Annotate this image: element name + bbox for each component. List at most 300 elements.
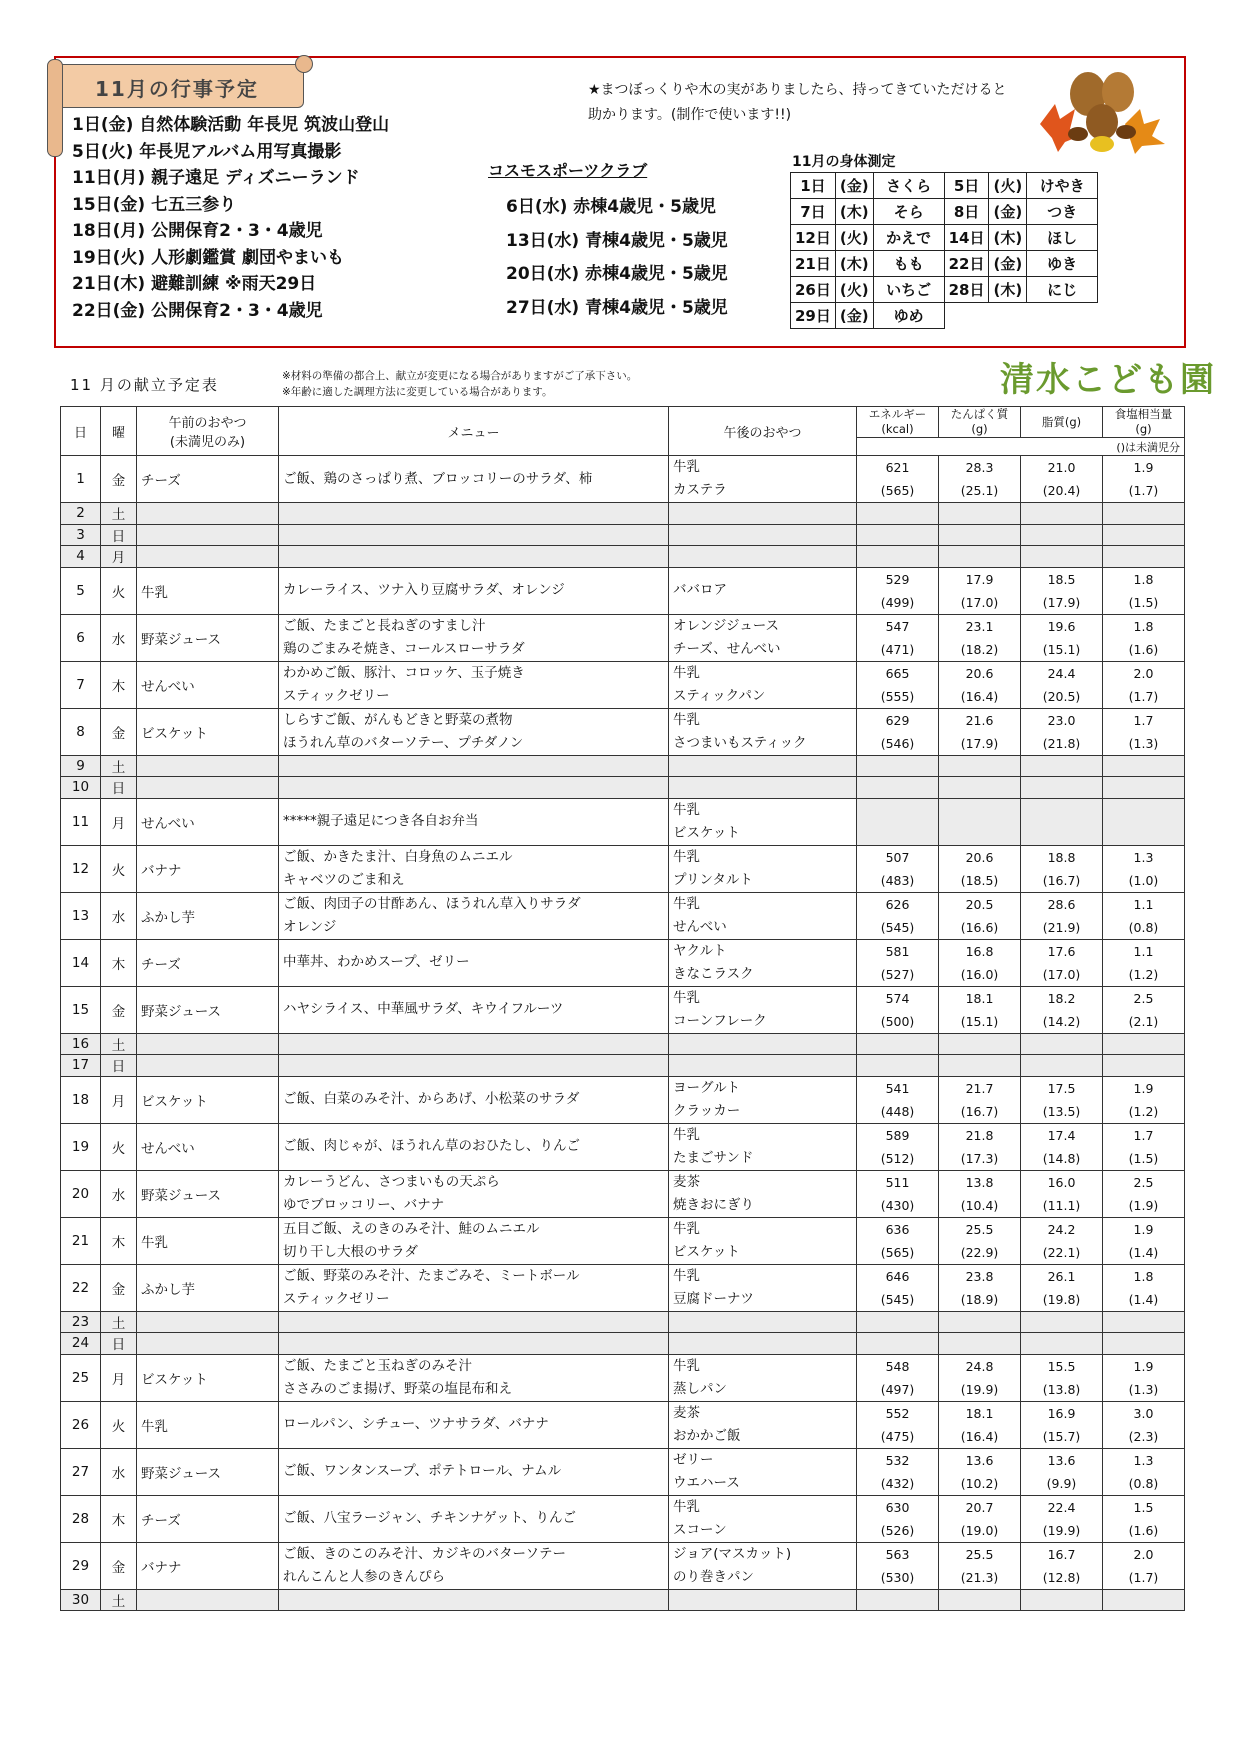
menu-row — [61, 1589, 1185, 1611]
energy-value: 507 — [885, 849, 910, 865]
protein-value: 21.8 — [965, 1127, 994, 1143]
measurement-title: 11月の身体測定 — [792, 154, 896, 170]
day-cell: 3 — [61, 524, 101, 546]
fat-cell — [1021, 798, 1103, 845]
pm-snack-line-2: スコーン — [673, 1521, 727, 1538]
empty-cell — [669, 524, 857, 546]
menu-cell — [279, 1264, 669, 1311]
energy-cell — [857, 661, 939, 708]
energy-value-child: (530) — [880, 1569, 915, 1585]
salt-value-child: (1.5) — [1128, 594, 1159, 610]
energy-value: 552 — [885, 1405, 910, 1421]
menu-row — [61, 1076, 1185, 1123]
empty-cell — [137, 503, 279, 525]
energy-value: 630 — [885, 1499, 910, 1515]
fat-value-child: (19.9) — [1042, 1522, 1081, 1538]
event-item — [72, 245, 389, 272]
day-cell: 17 — [61, 1055, 101, 1077]
empty-cell — [939, 777, 1021, 799]
salt-value: 1.1 — [1133, 943, 1154, 959]
menu-line-2: れんこんと人参のきんぴら — [283, 1568, 445, 1585]
pm-snack-cell — [669, 1076, 857, 1123]
header-salt-label: 食塩相当量 — [1114, 407, 1173, 421]
menu-line-2: スティックゼリー — [283, 1290, 390, 1307]
pm-snack-cell — [669, 1448, 857, 1495]
fat-value: 17.6 — [1047, 943, 1076, 959]
dow-cell: 月 — [101, 1076, 137, 1123]
day-cell: 11 — [61, 798, 101, 845]
empty-cell — [1021, 777, 1103, 799]
event-text: 七五三参り — [151, 194, 237, 215]
menu-cell — [279, 939, 669, 986]
dow-cell: 月 — [101, 1354, 137, 1401]
menu-cell — [279, 1448, 669, 1495]
am-snack-cell: 牛乳 — [137, 1401, 279, 1448]
day-cell: 14 — [61, 939, 101, 986]
measurement-cell: (金) — [835, 173, 873, 199]
fat-value-child: (22.1) — [1042, 1244, 1081, 1260]
menu-line-1: ご飯、たまごと長ねぎのすまし汁 — [283, 617, 486, 634]
empty-cell — [857, 1311, 939, 1333]
salt-value: 2.0 — [1133, 665, 1154, 681]
menu-cell — [279, 1123, 669, 1170]
pm-snack-line-1: 牛乳 — [673, 1220, 700, 1237]
empty-cell — [1103, 546, 1185, 568]
empty-cell — [1021, 1589, 1103, 1611]
dow-cell: 金 — [101, 986, 137, 1033]
energy-value: 665 — [885, 665, 910, 681]
menu-line-2: ゆでブロッコリー、バナナ — [283, 1196, 445, 1213]
pm-snack-line-2: のり巻きパン — [673, 1568, 754, 1585]
pm-snack-cell — [669, 986, 857, 1033]
empty-cell — [939, 503, 1021, 525]
energy-value: 548 — [885, 1358, 910, 1374]
empty-cell — [669, 1589, 857, 1611]
measurement-cell: 22日 — [944, 251, 989, 277]
measurement-cell: つき — [1027, 199, 1098, 225]
day-cell: 24 — [61, 1333, 101, 1355]
salt-value-child: (1.5) — [1128, 1150, 1159, 1166]
measurement-cell: 1日 — [791, 173, 836, 199]
dow-cell: 土 — [101, 1311, 137, 1333]
fat-cell — [1021, 1264, 1103, 1311]
fat-value: 24.2 — [1047, 1221, 1076, 1237]
empty-cell — [1021, 503, 1103, 525]
event-date: 15日(金) — [72, 194, 146, 215]
empty-cell — [669, 1333, 857, 1355]
empty-cell — [137, 777, 279, 799]
menu-row — [61, 567, 1185, 614]
event-text: 公開保育2・3・4歳児 — [151, 221, 323, 241]
salt-cell — [1103, 892, 1185, 939]
fat-value-child: (20.4) — [1042, 483, 1081, 498]
measurement-cell: (金) — [835, 303, 873, 329]
menu-cell — [279, 567, 669, 614]
fat-value-child: (20.5) — [1042, 688, 1081, 704]
header-protein-label: たんぱく質 — [950, 407, 1009, 421]
empty-cell — [279, 1589, 669, 1611]
measurement-cell: (木) — [989, 277, 1027, 303]
salt-value-child: (0.8) — [1128, 1475, 1159, 1491]
empty-cell — [1021, 524, 1103, 546]
empty-cell — [669, 777, 857, 799]
protein-value-child: (15.1) — [960, 1013, 999, 1029]
header-day: 日 — [61, 407, 101, 456]
pm-snack-line-1: 牛乳 — [673, 989, 700, 1006]
am-snack-cell: バナナ — [137, 1542, 279, 1589]
empty-cell — [669, 1033, 857, 1055]
fat-cell — [1021, 1217, 1103, 1264]
menu-row — [61, 939, 1185, 986]
empty-cell — [1021, 1033, 1103, 1055]
empty-cell — [279, 1055, 669, 1077]
event-text: 自然体験活動 年長児 筑波山登山 — [139, 115, 390, 135]
empty-cell — [279, 524, 669, 546]
salt-cell — [1103, 939, 1185, 986]
empty-cell — [137, 524, 279, 546]
pm-snack-line-2: さつまいもスティック — [673, 734, 807, 751]
pm-snack-line-2: カステラ — [673, 482, 727, 498]
menu-line-1: *****親子遠足につき各自お弁当 — [283, 813, 479, 829]
fat-value-child: (21.9) — [1042, 919, 1081, 935]
menu-row — [61, 1333, 1185, 1355]
menu-cell — [279, 708, 669, 755]
menu-line-2: 切り干し大根のサラダ — [283, 1243, 418, 1260]
salt-value: 2.5 — [1133, 990, 1154, 1006]
protein-value: 21.7 — [965, 1080, 994, 1096]
menu-row — [61, 1033, 1185, 1055]
events-list — [72, 112, 389, 324]
menu-title: 11 月の献立予定表 — [70, 376, 219, 394]
measurement-cell: 14日 — [944, 225, 989, 251]
measurement-cell: かえで — [873, 225, 944, 251]
fat-cell — [1021, 939, 1103, 986]
measurement-cell: (木) — [835, 251, 873, 277]
energy-value-child: (527) — [880, 966, 915, 982]
empty-cell — [857, 1589, 939, 1611]
empty-cell — [669, 503, 857, 525]
fat-cell — [1021, 567, 1103, 614]
fat-cell — [1021, 845, 1103, 892]
pm-snack-line-2: 蒸しパン — [673, 1380, 727, 1397]
energy-cell — [857, 614, 939, 661]
fat-value-child: (13.5) — [1042, 1103, 1081, 1119]
pm-snack-line-1: ジョア(マスカット) — [673, 1545, 792, 1562]
menu-line-1: ご飯、鶏のさっぱり煮、ブロッコリーのサラダ、柿 — [283, 470, 593, 487]
measurement-table — [790, 172, 1098, 329]
day-cell: 25 — [61, 1354, 101, 1401]
energy-value-child: (526) — [880, 1522, 915, 1538]
event-text: 年長児アルバム用写真撮影 — [139, 141, 342, 162]
menu-line-1: カレーうどん、さつまいもの天ぷら — [283, 1173, 500, 1190]
fat-value: 19.6 — [1047, 618, 1076, 634]
menu-line-1: ハヤシライス、中華風サラダ、キウイフルーツ — [283, 1001, 564, 1017]
day-cell: 15 — [61, 986, 101, 1033]
dow-cell: 火 — [101, 845, 137, 892]
pm-snack-cell — [669, 456, 857, 503]
dow-cell: 火 — [101, 1123, 137, 1170]
salt-value-child: (2.1) — [1128, 1013, 1159, 1029]
day-cell: 8 — [61, 708, 101, 755]
dow-cell: 木 — [101, 1495, 137, 1542]
protein-value: 13.6 — [965, 1452, 994, 1468]
am-snack-cell: ふかし芋 — [137, 1264, 279, 1311]
pm-snack-line-1: ババロア — [673, 582, 727, 598]
energy-value-child: (483) — [880, 872, 915, 888]
protein-value: 23.1 — [965, 618, 994, 634]
event-item — [72, 139, 389, 166]
menu-line-1: しらすご飯、がんもどきと野菜の煮物 — [283, 711, 513, 728]
menu-cell — [279, 614, 669, 661]
empty-cell — [1021, 1055, 1103, 1077]
dow-cell: 土 — [101, 1033, 137, 1055]
energy-value-child: (555) — [880, 688, 915, 704]
measurement-row — [791, 303, 1098, 329]
protein-value-child: (16.4) — [960, 1428, 999, 1444]
pm-snack-line-2: ビスケット — [673, 824, 740, 841]
measurement-row — [791, 173, 1098, 199]
energy-value-child: (546) — [880, 735, 915, 751]
header-paren-note: ()は未満児分 — [857, 438, 1185, 456]
pm-snack-line-1: 牛乳 — [673, 801, 700, 818]
empty-cell — [939, 755, 1021, 777]
empty-cell — [279, 777, 669, 799]
salt-value: 3.0 — [1133, 1405, 1154, 1421]
salt-cell — [1103, 1217, 1185, 1264]
empty-cell — [857, 1333, 939, 1355]
sports-club-row: 27日(水) 青棟4歳児・5歳児 — [506, 297, 728, 318]
empty-cell — [1021, 546, 1103, 568]
menu-note-2: ※年齢に適した調理方法に変更している場合があります。 — [282, 386, 553, 398]
energy-value-child: (432) — [880, 1475, 915, 1491]
header-am-snack-sub: (未満児のみ) — [169, 435, 246, 450]
empty-cell — [279, 1333, 669, 1355]
energy-value-child: (430) — [880, 1197, 915, 1213]
day-cell: 29 — [61, 1542, 101, 1589]
energy-value: 589 — [885, 1127, 910, 1143]
measurement-row — [791, 251, 1098, 277]
menu-cell — [279, 1354, 669, 1401]
header-protein-unit: (g) — [971, 422, 988, 436]
empty-cell — [1103, 1055, 1185, 1077]
menu-row — [61, 986, 1185, 1033]
menu-row — [61, 892, 1185, 939]
salt-value: 1.3 — [1133, 1452, 1154, 1468]
salt-value: 1.7 — [1133, 712, 1154, 728]
pm-snack-line-1: ヤクルト — [673, 942, 727, 959]
salt-cell — [1103, 1354, 1185, 1401]
fat-value: 18.8 — [1047, 849, 1076, 865]
am-snack-cell: ビスケット — [137, 708, 279, 755]
fat-cell — [1021, 1401, 1103, 1448]
empty-cell — [137, 755, 279, 777]
menu-row — [61, 661, 1185, 708]
pm-snack-cell — [669, 845, 857, 892]
header-pm-snack: 午後のおやつ — [669, 407, 857, 456]
fat-value-child: (13.8) — [1042, 1381, 1081, 1397]
protein-value-child: (17.3) — [960, 1150, 999, 1166]
empty-cell — [137, 1311, 279, 1333]
dow-cell: 金 — [101, 708, 137, 755]
event-text: 親子遠足 ディズニーランド — [151, 168, 360, 188]
fat-cell — [1021, 614, 1103, 661]
energy-value: 626 — [885, 896, 910, 912]
menu-line-2: ささみのごま揚げ、野菜の塩昆布和え — [283, 1380, 512, 1397]
empty-cell — [1103, 1589, 1185, 1611]
empty-cell — [279, 546, 669, 568]
protein-value-child: (18.9) — [960, 1291, 999, 1307]
pm-snack-cell — [669, 661, 857, 708]
empty-cell — [137, 1333, 279, 1355]
day-cell: 28 — [61, 1495, 101, 1542]
menu-row — [61, 456, 1185, 503]
energy-cell — [857, 1495, 939, 1542]
am-snack-cell: 牛乳 — [137, 567, 279, 614]
menu-line-1: ご飯、きのこのみそ汁、カジキのバターソテー — [283, 1545, 566, 1562]
dow-cell: 金 — [101, 1264, 137, 1311]
menu-cell — [279, 892, 669, 939]
event-text: 人形劇鑑賞 劇団やまいも — [151, 247, 345, 268]
pm-snack-cell — [669, 1217, 857, 1264]
sports-club-title: コスモスポーツクラブ — [488, 161, 648, 180]
empty-cell — [939, 1311, 1021, 1333]
pm-snack-line-1: オレンジジュース — [673, 617, 780, 634]
menu-row — [61, 777, 1185, 799]
salt-value: 1.5 — [1133, 1499, 1154, 1515]
menu-cell — [279, 1401, 669, 1448]
autumn-leaves-icon — [1030, 64, 1170, 154]
pm-snack-cell — [669, 708, 857, 755]
protein-value-child: (10.2) — [960, 1475, 999, 1491]
menu-line-1: カレーライス、ツナ入り豆腐サラダ、オレンジ — [283, 582, 565, 598]
event-text: 避難訓練 ※雨天29日 — [151, 274, 317, 294]
empty-cell — [279, 503, 669, 525]
fat-value: 18.5 — [1047, 571, 1076, 587]
am-snack-cell: ビスケット — [137, 1076, 279, 1123]
school-logo: 清水こども園 — [1000, 360, 1216, 400]
empty-cell — [279, 755, 669, 777]
am-snack-cell: せんべい — [137, 661, 279, 708]
empty-cell — [939, 1333, 1021, 1355]
measurement-cell: けやき — [1027, 173, 1098, 199]
menu-line-2: オレンジ — [283, 918, 337, 935]
salt-value: 1.1 — [1133, 896, 1154, 912]
energy-value-child: (475) — [880, 1428, 915, 1444]
header-energy — [857, 407, 939, 438]
salt-value-child: (1.9) — [1128, 1197, 1159, 1213]
salt-cell — [1103, 1123, 1185, 1170]
energy-cell — [857, 1170, 939, 1217]
menu-line-1: ご飯、野菜のみそ汁、たまごみそ、ミートボール — [283, 1267, 580, 1284]
fat-value-child: (17.9) — [1042, 594, 1081, 610]
event-date: 1日(金) — [72, 115, 134, 135]
am-snack-cell: チーズ — [137, 939, 279, 986]
energy-value-child: (565) — [880, 1244, 915, 1260]
fat-value-child: (12.8) — [1042, 1569, 1081, 1585]
am-snack-cell: バナナ — [137, 845, 279, 892]
day-cell: 19 — [61, 1123, 101, 1170]
empty-cell — [1021, 1333, 1103, 1355]
pm-snack-cell — [669, 1264, 857, 1311]
sports-club — [488, 158, 728, 325]
dow-cell: 月 — [101, 546, 137, 568]
fat-value-child: (9.9) — [1046, 1475, 1077, 1491]
protein-cell — [939, 986, 1021, 1033]
protein-cell — [939, 1401, 1021, 1448]
measurement-cell: 12日 — [791, 225, 836, 251]
day-cell: 16 — [61, 1033, 101, 1055]
fat-value: 15.5 — [1047, 1358, 1076, 1374]
measurement-cell: 5日 — [944, 173, 989, 199]
salt-value: 1.8 — [1133, 618, 1154, 634]
menu-line-2: ほうれん草のバターソテー、プチダノン — [283, 734, 524, 751]
pm-snack-line-2: ウエハース — [673, 1474, 740, 1491]
event-date: 5日(火) — [72, 141, 134, 162]
am-snack-cell: 野菜ジュース — [137, 1448, 279, 1495]
measurement-cell: 29日 — [791, 303, 836, 329]
day-cell: 13 — [61, 892, 101, 939]
pm-snack-line-2: おかかご飯 — [673, 1427, 741, 1444]
event-date: 11日(月) — [72, 168, 146, 188]
fat-cell — [1021, 892, 1103, 939]
empty-cell — [1103, 755, 1185, 777]
dow-cell: 日 — [101, 777, 137, 799]
fat-value: 18.2 — [1047, 990, 1076, 1006]
salt-cell — [1103, 1264, 1185, 1311]
menu-line-1: ご飯、八宝ラージャン、チキンナゲット、りんご — [283, 1510, 576, 1526]
header-fat — [1021, 407, 1103, 438]
protein-cell — [939, 661, 1021, 708]
protein-cell — [939, 1448, 1021, 1495]
empty-cell — [1103, 777, 1185, 799]
menu-line-1: ご飯、たまごと玉ねぎのみそ汁 — [283, 1357, 472, 1374]
empty-cell — [1103, 524, 1185, 546]
pm-snack-line-2: たまごサンド — [673, 1149, 754, 1166]
pm-snack-line-2: せんべい — [673, 918, 727, 935]
salt-value: 1.3 — [1133, 849, 1154, 865]
pm-snack-cell — [669, 939, 857, 986]
fat-cell — [1021, 1448, 1103, 1495]
fat-cell — [1021, 1076, 1103, 1123]
menu-cell — [279, 845, 669, 892]
header-energy-label: エネルギー — [868, 407, 927, 421]
fat-value-child: (11.1) — [1042, 1197, 1081, 1213]
salt-value: 1.9 — [1133, 1080, 1154, 1096]
menu-row — [61, 1123, 1185, 1170]
day-cell: 21 — [61, 1217, 101, 1264]
pm-snack-line-1: 牛乳 — [673, 1498, 700, 1515]
menu-row — [61, 1217, 1185, 1264]
dow-cell: 土 — [101, 1589, 137, 1611]
empty-cell — [1103, 1311, 1185, 1333]
am-snack-cell: 野菜ジュース — [137, 614, 279, 661]
measurement-cell: さくら — [873, 173, 944, 199]
fat-value: 16.9 — [1047, 1405, 1076, 1421]
protein-value: 18.1 — [965, 1405, 994, 1421]
acorn-note — [588, 78, 1038, 128]
fat-value-child: (19.8) — [1042, 1291, 1081, 1307]
measurement-cell: ほし — [1027, 225, 1098, 251]
measurement-cell: 8日 — [944, 199, 989, 225]
protein-cell — [939, 567, 1021, 614]
fat-cell — [1021, 986, 1103, 1033]
protein-cell — [939, 845, 1021, 892]
measurement-row — [791, 277, 1098, 303]
pm-snack-cell — [669, 1401, 857, 1448]
empty-cell — [669, 755, 857, 777]
salt-value-child: (1.7) — [1128, 688, 1159, 704]
menu-line-1: ご飯、白菜のみそ汁、からあげ、小松菜のサラダ — [283, 1091, 580, 1107]
